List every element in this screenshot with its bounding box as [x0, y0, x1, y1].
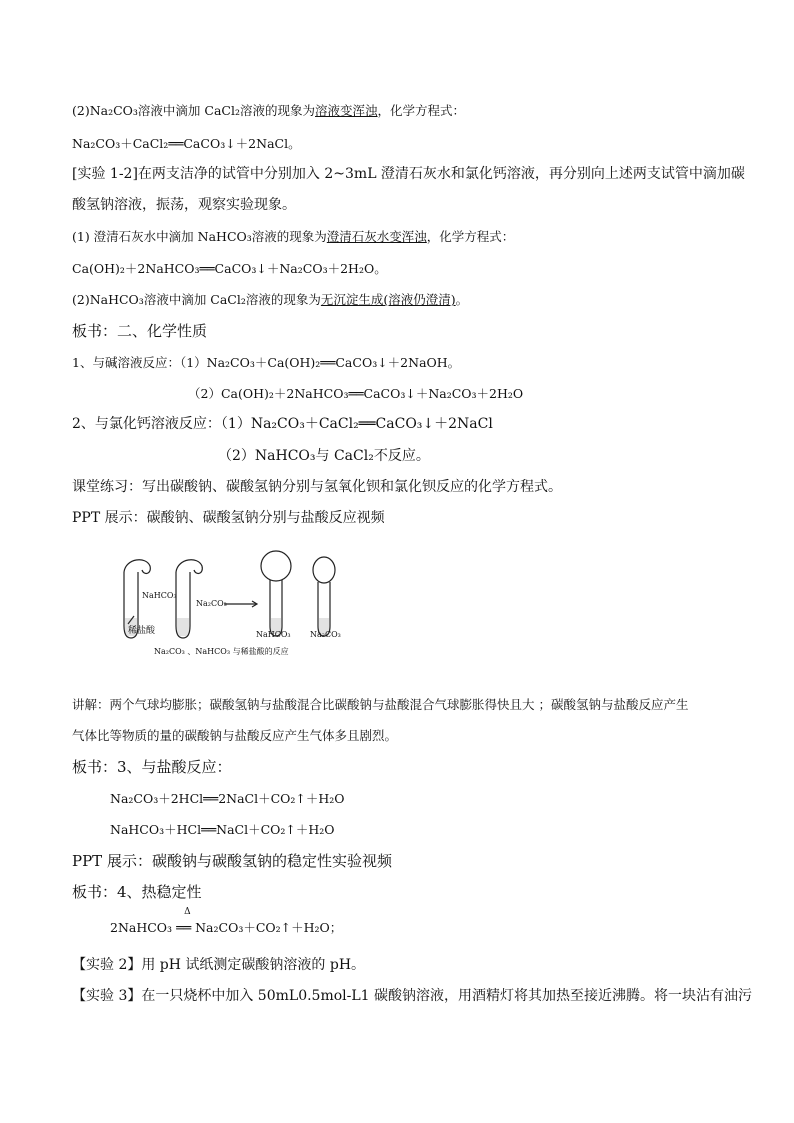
line-12: （2）NaHCO₃与 CaCl₂不反应。 — [218, 448, 430, 464]
line-1 — [72, 103, 465, 118]
text: (2)NaHCO₃溶液中滴加 CaCl₂溶液的现象为 — [72, 292, 321, 307]
line-10: （2）Ca(OH)₂＋2NaHCO₃══CaCO₃↓＋Na₂CO₃＋2H₂O — [188, 386, 524, 401]
balloon-3-inflated — [261, 551, 291, 581]
delta-symbol: Δ — [184, 907, 191, 917]
text: ，化学方程式： — [426, 229, 515, 244]
line-11: 2、与氯化钙溶液反应：（1）Na₂CO₃＋CaCl₂══CaCO₃↓＋2NaCl — [72, 416, 493, 432]
text: (1) 澄清石灰水中滴加 NaHCO₃溶液的现象为 — [72, 229, 327, 244]
label-tube-1: NaHCO₃ — [142, 591, 177, 600]
line-14: PPT 展示：碳酸钠、碳酸氢钠分别与盐酸反应视频 — [72, 510, 385, 526]
liquid-2 — [177, 618, 189, 636]
line-18: Na₂CO₃＋2HCl══2NaCl＋CO₂↑＋H₂O — [110, 791, 345, 806]
line-13: 课堂练习：写出碳酸钠、碳酸氢钠分别与氢氧化钡和氯化钡反应的化学方程式。 — [72, 479, 562, 495]
line-8: 板书：二、化学性质 — [72, 322, 208, 340]
line-4: 酸氢钠溶液，振荡，观察实验现象。 — [72, 197, 296, 213]
line-15: 讲解：两个气球均膨胀；碳酸氢钠与盐酸混合比碳酸钠与盐酸混合气球膨胀得快且大 ；碳酸氢钠与盐酸反应产生 — [72, 697, 689, 712]
line-21: 板书：4、热稳定性 — [72, 883, 202, 901]
balloon-1-deflated — [124, 560, 150, 574]
label-after-1: NaHCO₃ — [256, 630, 291, 639]
line-2: Na₂CO₃＋CaCl₂══CaCO₃↓＋2NaCl。 — [72, 136, 301, 151]
text: (2)Na₂CO₃溶液中滴加 CaCl₂溶液的现象为 — [72, 103, 315, 118]
figure-caption: Na₂CO₃ 、NaHCO₃ 与稀盐酸的反应 — [154, 647, 289, 656]
equals-sign: ══ — [176, 920, 192, 935]
heat-equals — [176, 907, 192, 935]
label-tube-2: Na₂CO₃ — [196, 599, 227, 608]
label-after-2: Na₂CO₃ — [310, 630, 341, 639]
text: 。 — [455, 292, 469, 307]
balloon-4-inflated — [313, 557, 335, 583]
line-7 — [72, 292, 468, 307]
line-22 — [110, 907, 343, 935]
balloon-2-deflated — [176, 560, 202, 574]
line-16: 气体比等物质的量的碳酸钠与盐酸反应产生气体多且剧烈。 — [72, 728, 398, 743]
line-6: Ca(OH)₂＋2NaHCO₃══CaCO₃↓＋Na₂CO₃＋2H₂O。 — [72, 261, 387, 276]
experiment-figure — [116, 546, 356, 661]
line-20: PPT 展示：碳酸钠与碳酸氢钠的稳定性实验视频 — [72, 852, 392, 870]
answer-underlined: 澄清石灰水变浑浊 — [326, 229, 427, 244]
text: ，化学方程式： — [377, 103, 466, 118]
line-24: 【实验 3】在一只烧杯中加入 50mL0.5mol-L1 碳酸钠溶液，用酒精灯将其加热至接近沸腾。将一块沾有油污 — [72, 988, 753, 1004]
line-17: 板书：3、与盐酸反应： — [72, 758, 232, 776]
line-19: NaHCO₃＋HCl══NaCl＋CO₂↑＋H₂O — [110, 822, 335, 837]
label-acid: 稀盐酸 — [128, 626, 156, 636]
line-3: [实验 1-2]在两支洁净的试管中分别加入 2~3mL 澄清石灰水和氯化钙溶液，再分别向上述两支试管中滴加碳 — [72, 166, 745, 182]
answer-underlined: 溶液变浑浊 — [315, 103, 378, 118]
line-5 — [72, 229, 514, 244]
text: Na₂CO₃＋CO₂↑＋H₂O； — [195, 920, 343, 935]
line-9: 1、与碱溶液反应：（1）Na₂CO₃＋Ca(OH)₂══CaCO₃↓＋2NaOH。 — [72, 355, 461, 370]
line-23: 【实验 2】用 pH 试纸测定碳酸钠溶液的 pH。 — [72, 957, 366, 973]
text: 2NaHCO₃ — [110, 920, 173, 935]
answer-underlined: 无沉淀生成(溶液仍澄清) — [320, 292, 456, 307]
